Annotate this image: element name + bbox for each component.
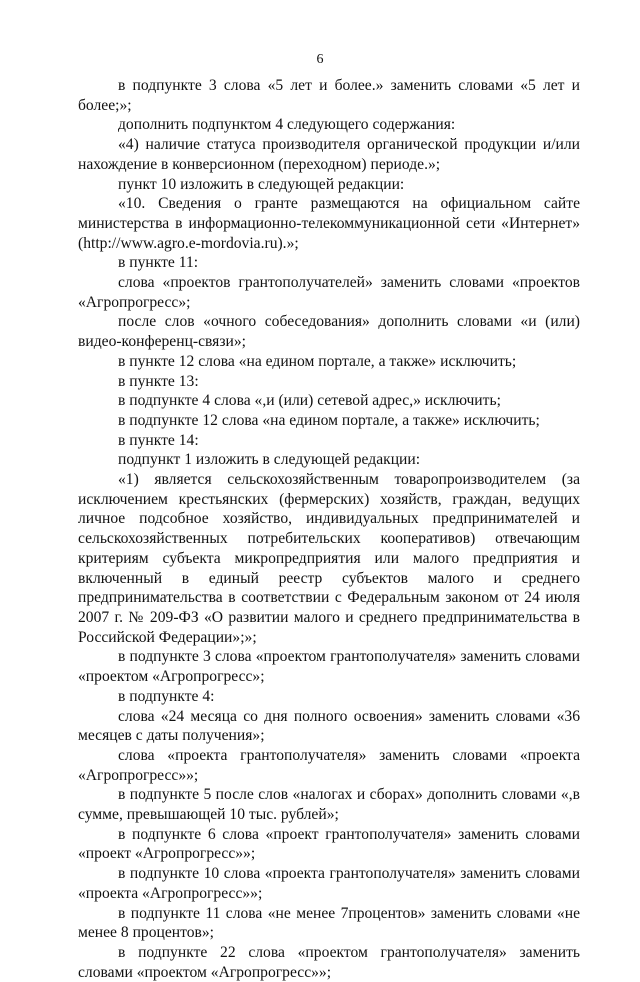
paragraph: «10. Сведения о гранте размещаются на официальном сайте министерства в информационно-телекоммуникационной сети «Интернет» (http://www.agro.e-mordovia.ru).»; <box>78 195 580 252</box>
paragraph: в подпункте 6 слова «проект грантополучателя» заменить словами «проект «Агропрогресс»»; <box>78 825 580 863</box>
paragraph: в подпункте 4 слова «,и (или) сетевой адрес,» исключить; <box>118 392 501 410</box>
paragraph: слова «24 месяца со дня полного освоения» заменить словами «36 месяцев с даты получения»; <box>78 707 580 745</box>
paragraph: после слов «очного собеседования» дополнить словами «и (или) видео-конференц-связи»; <box>78 313 580 351</box>
paragraph: в подпункте 3 слова «5 лет и более.» заменить словами «5 лет и более;»; <box>78 77 580 114</box>
paragraph: «4) наличие статуса производителя органической продукции и/или нахождение в конверсионном (переходном) периоде.»; <box>78 136 580 173</box>
document-body <box>78 76 580 982</box>
paragraph: слова «проектов грантополучателей» заменить словами «проектов «Агропрогресс»; <box>78 274 580 311</box>
paragraph: в подпункте 12 слова «на едином портале, а также» исключить; <box>118 411 540 429</box>
paragraph: в пункте 14: <box>118 431 199 449</box>
paragraph: в подпункте 22 слова «проектом грантополучателя» заменить словами «проектом «Агропрогресс»»; <box>78 943 580 981</box>
paragraph: подпункт 1 изложить в следующей редакции: <box>118 451 421 469</box>
paragraph: пункт 10 изложить в следующей редакции: <box>118 175 405 193</box>
paragraph: в подпункте 5 после слов «налогах и сборах» дополнить словами «,в сумме, превышающей 10 тыс. рублей»; <box>78 786 580 824</box>
paragraph: «1) является сельскохозяйственным товаропроизводителем (за исключением крестьянских (фермерских) хозяйств, граждан, ведущих личное подсобное хозяйство, индивидуальных предпринимателей и сельскохозяйственных потребительских кооперативов) отвечающим критериям субъекта микропредприятия или малого предприятия и включенный в единый реестр субъектов малого и среднего предпринимательства в соответствии с Федеральным законом от 24 июля 2007 г. № 209-ФЗ «О развитии малого и среднего предпринимательства в Российской Федерации»;»; <box>78 471 580 646</box>
paragraph: в пункте 12 слова «на едином портале, а также» исключить; <box>118 352 517 370</box>
paragraph: дополнить подпунктом 4 следующего содержания: <box>118 116 456 134</box>
paragraph: в подпункте 11 слова «не менее 7процентов» заменить словами «не менее 8 процентов»; <box>78 904 580 942</box>
paragraph: в подпункте 10 слова «проекта грантополучателя» заменить словами «проекта «Агропрогресс»»; <box>78 865 580 902</box>
paragraph: в пункте 11: <box>118 254 199 272</box>
paragraph: в подпункте 4: <box>118 687 215 705</box>
paragraph: слова «проекта грантополучателя» заменить словами «проекта «Агропрогресс»»; <box>78 746 580 784</box>
page-number: 6 <box>316 52 324 67</box>
paragraph: в подпункте 3 слова «проектом грантополучателя» заменить словами «проектом «Агропрогресс»; <box>78 648 580 686</box>
paragraph: в пункте 13: <box>118 372 199 390</box>
